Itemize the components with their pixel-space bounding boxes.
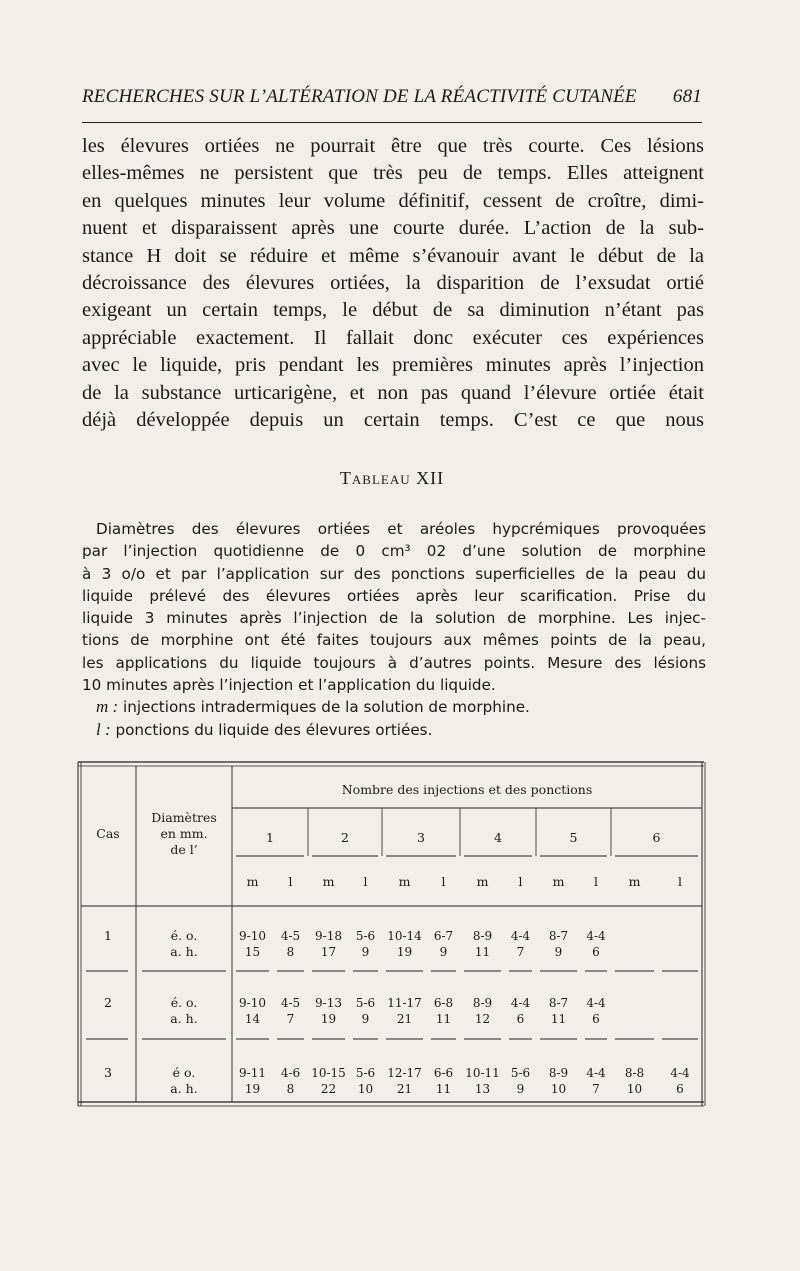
caption-line: 10 minutes après l’injection et l’application du liquide. [82,676,496,695]
value-eo: 4-6 [280,1066,301,1080]
row-label-eo: é. o. [170,995,198,1010]
value-ah: 9 [361,1012,370,1026]
sub-header-m: m [246,874,259,889]
injection-number: 1 [266,830,274,845]
row-label-ah: a. h. [170,944,198,959]
value-ah: 10 [357,1082,374,1096]
value-ah: 13 [474,1082,491,1096]
body-line: nuent et disparaissent après une courte durée. L’action de la sub- [82,217,704,240]
value-ah: 11 [550,1012,567,1026]
caption-line: tions de morphine ont été faites toujours aux mêmes points de la peau, [82,631,706,650]
value-ah: 10 [550,1082,567,1096]
legend-l-symbol: l : [96,719,111,739]
value-ah: 9 [516,1082,525,1096]
value-eo: 8-9 [472,996,493,1010]
value-eo: 4-5 [280,929,301,943]
header-rule [82,122,702,123]
value-eo: 8-8 [624,1066,645,1080]
value-ah: 6 [592,945,600,959]
caption-line: liquide 3 minutes après l’injection de la solution de morphine. Les injec- [82,609,706,628]
value-eo: 4-4 [586,996,606,1010]
value-ah: 21 [396,1012,413,1026]
value-ah: 22 [320,1082,337,1096]
value-eo: 9-13 [315,996,342,1010]
value-ah: 17 [320,945,337,959]
body-line: déjà développée depuis un certain temps. C’est ce que nous [82,409,704,432]
value-eo: 4-4 [510,929,531,943]
table-caption [82,518,706,741]
value-ah: 15 [244,945,261,959]
col-header-diam: en mm. [160,826,208,841]
body-line: exigeant un certain temps, le début de sa diminution n’étant pas [82,299,704,322]
value-ah: 11 [474,945,491,959]
legend-l [82,719,706,741]
value-eo: 12-17 [387,1066,422,1080]
body-line: en quelques minutes leur volume définitif, cessent de croître, dimi- [82,189,704,212]
value-ah: 14 [244,1012,261,1026]
running-header [82,86,702,108]
row-label-ah: a. h. [170,1011,198,1026]
value-eo: 4-4 [586,1066,606,1080]
value-eo: 6-6 [433,1066,454,1080]
value-eo: 8-9 [472,929,493,943]
value-ah: 19 [396,945,413,959]
value-ah: 10 [626,1082,643,1096]
value-eo: 4-4 [586,929,606,943]
value-eo: 10-15 [311,1066,346,1080]
injection-number: 6 [652,830,661,845]
value-ah: 6 [676,1082,684,1096]
value-ah: 7 [286,1012,295,1026]
value-ah: 6 [592,1012,600,1026]
value-eo: 6-8 [433,996,454,1010]
value-eo: 8-7 [548,929,569,943]
legend-m [82,696,706,718]
value-eo: 9-11 [239,1066,266,1080]
case-number: 1 [104,928,112,943]
body-line: avec le liquide, pris pendant les premières minutes après l’injection [82,354,704,377]
value-eo: 5-6 [355,1066,376,1080]
row-label-eo: é o. [172,1065,196,1080]
value-ah: 9 [554,945,563,959]
value-ah: 11 [435,1082,452,1096]
sub-header-l: l [441,874,446,889]
running-title: RECHERCHES SUR L’ALTÉRATION DE LA RÉACTIVITÉ CUTANÉE [82,86,637,107]
value-ah: 21 [396,1082,413,1096]
injection-number: 5 [569,830,578,845]
value-eo: 5-6 [355,996,376,1010]
value-eo: 9-10 [239,996,266,1010]
value-ah: 12 [474,1012,491,1026]
body-line: décroissance des élevures ortiées, la disparition de l’exsudat ortié [82,272,704,295]
value-ah: 19 [244,1082,261,1096]
value-ah: 7 [516,945,525,959]
caption-line: les applications du liquide toujours à d’autres points. Mesure des lésions [82,653,706,672]
value-eo: 4-4 [510,996,531,1010]
body-paragraph [82,133,704,434]
case-number: 2 [104,995,112,1010]
sub-header-l: l [678,874,682,889]
value-ah: 6 [516,1012,525,1026]
sub-header-m: m [398,874,411,889]
value-eo: 8-7 [548,996,569,1010]
value-eo: 9-18 [315,929,342,943]
value-ah: 19 [320,1012,337,1026]
col-header-cas: Cas [96,826,120,841]
value-eo: 11-17 [387,996,422,1010]
injection-number: 3 [417,830,425,845]
row-label-ah: a. h. [170,1081,198,1096]
sub-header-l: l [288,874,293,889]
value-eo: 8-9 [548,1066,569,1080]
case-number: 3 [104,1065,112,1080]
col-header-diam: de l’ [170,842,198,857]
legend-m-symbol: m : [96,697,119,717]
legend-m-text: injections intradermiques de la solution de morphine. [123,698,530,717]
sub-header-l: l [518,874,523,889]
group-header: Nombre des injections et des ponctions [341,782,593,797]
caption-line: liquide prélevé des élevures ortiées après leur scarification. Prise du [82,586,706,605]
value-eo: 5-6 [510,1066,531,1080]
value-eo: 10-11 [465,1066,500,1080]
value-ah: 11 [435,1012,452,1026]
value-eo: 6-7 [433,929,454,943]
value-ah: 8 [286,1082,295,1096]
value-eo: 4-5 [280,996,301,1010]
injection-number: 2 [341,830,349,845]
col-header-diam: Diamètres [151,810,217,825]
sub-header-m: m [628,874,641,889]
value-eo: 4-4 [670,1066,690,1080]
body-line: appréciable exactement. Il fallait donc exécuter ces expériences [82,326,704,349]
body-line: elles-mêmes ne persistent que très peu de temps. Elles atteignent [82,162,704,185]
value-eo: 5-6 [355,929,376,943]
sub-header-l: l [363,874,368,889]
sub-header-m: m [476,874,489,889]
value-ah: 7 [592,1082,600,1096]
table-title-text: Tableau XII [339,468,445,488]
injection-number: 4 [494,830,502,845]
body-line: stance H doit se réduire et même s’évanouir avant le début de la [82,244,704,267]
table-title [82,468,702,489]
caption-line: à 3 o/o et par l’application sur des ponctions superficielles de la peau du [82,564,706,583]
value-ah: 9 [439,945,448,959]
legend-l-text: ponctions du liquide des élevures ortiées. [115,720,433,739]
row-label-eo: é. o. [170,928,198,943]
data-table [76,756,706,1110]
sub-header-m: m [322,874,335,889]
value-eo: 10-14 [387,929,422,943]
value-ah: 8 [286,945,295,959]
sub-header-l: l [594,874,598,889]
value-ah: 9 [361,945,370,959]
body-line: de la substance urticarigène, et non pas quand l’élevure ortiée était [82,381,704,404]
page-number: 681 [672,86,702,107]
sub-header-m: m [552,874,565,889]
body-line: les élevures ortiées ne pourrait être que très courte. Ces lésions [82,135,704,157]
value-eo: 9-10 [239,929,266,943]
caption-line: Diamètres des élevures ortiées et aréoles hypcrémiques provoquées [96,520,706,538]
caption-line: par l’injection quotidienne de 0 cm³ 02 d’une solution de morphine [82,542,706,561]
